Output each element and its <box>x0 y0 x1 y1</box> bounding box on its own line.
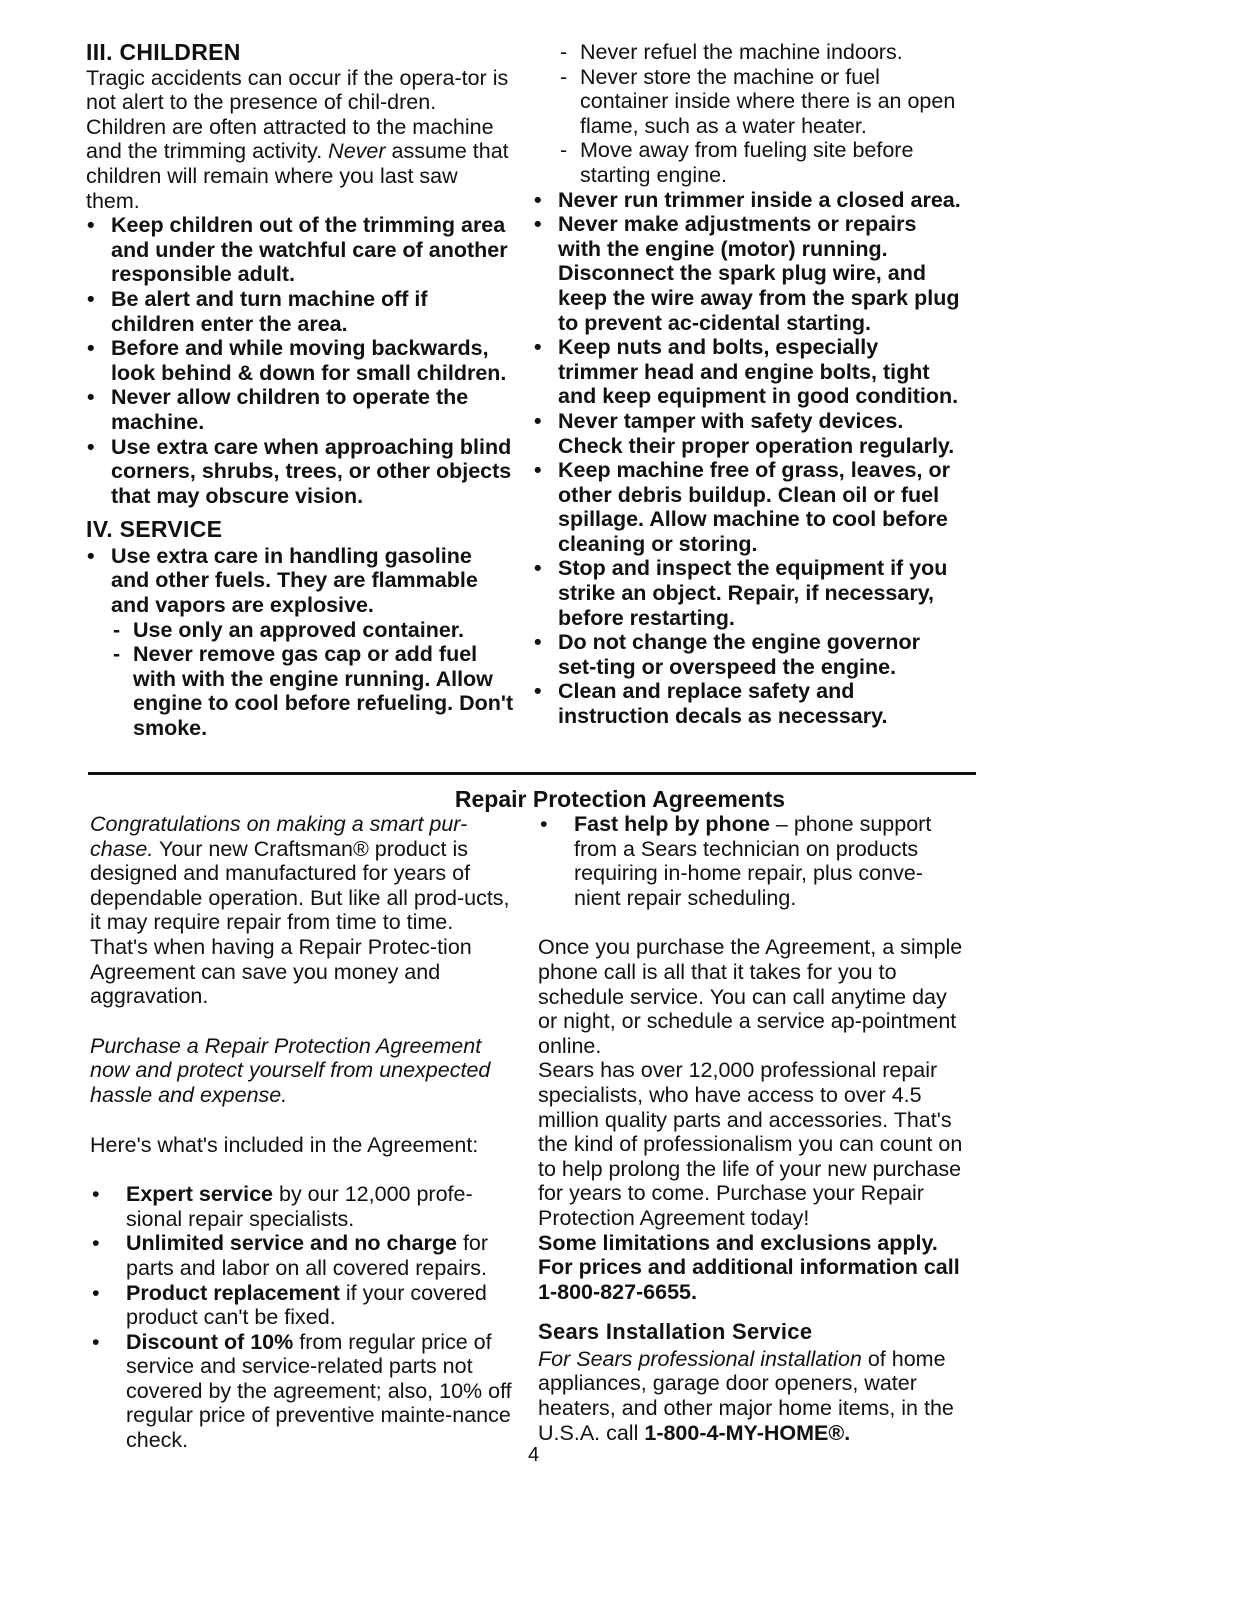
children-heading: III. CHILDREN <box>86 39 241 65</box>
rpa-intro <box>90 812 515 1009</box>
rpa-included-item <box>90 1182 515 1231</box>
children-bullet: • Be alert and turn machine off if children enter the area. <box>86 287 516 336</box>
children-bullet: • Use extra care when approaching blind corners, shrubs, trees, or other objects that may obscure vision. <box>86 435 516 509</box>
rpa-title: Repair Protection Agreements <box>454 786 786 812</box>
rpa-included-rest: for parts and labor on all covered repairs. <box>126 1231 489 1280</box>
rpa-included-bold: Unlimited service and no charge <box>126 1231 457 1256</box>
rpa-included-bold: Expert service <box>126 1182 274 1207</box>
rpa-once-paragraph: Once you purchase the Agreement, a simple phone call is all that it takes for you to schedule service. You can call anytime day or night, or schedule a service ap-pointment online. <box>538 935 963 1058</box>
service-bullet: • Keep machine free of grass, leaves, or other debris buildup. Clean oil or fuel spillage. Allow machine to cool before cleaning or storing. <box>533 458 963 556</box>
install-italic: For Sears professional installation <box>538 1346 862 1371</box>
rpa-purchase-note: Purchase a Repair Protection Agreement now and protect yourself from unexpected hassle and expense. <box>90 1033 491 1107</box>
service-bullet: • Stop and inspect the equipment if you strike an object. Repair, if necessary, before restarting. <box>533 556 963 630</box>
fuel-dash-list-right <box>558 40 963 188</box>
service-fuel-bullet-text: Use extra care in handling gasoline and other fuels. They are flammable and vapors are explosive. <box>111 543 478 618</box>
fuel-dash-list-left <box>111 618 516 741</box>
rpa-phone-item <box>538 812 968 910</box>
children-section <box>86 40 516 741</box>
service-bullet: • Keep nuts and bolts, especially trimmer head and engine bolts, tight and keep equipment in good condition. <box>533 335 963 409</box>
install-paragraph <box>538 1347 968 1445</box>
service-fuel-bullet <box>86 544 516 741</box>
children-bullet: • Never allow children to operate the machine. <box>86 385 516 434</box>
service-bullet: • Never make adjustments or repairs with the engine (motor) running. Disconnect the spark plug wire, and keep the wire away from the spark plug to prevent ac-cidental starting. <box>533 212 963 335</box>
rpa-phone-list <box>538 812 968 910</box>
service-fuel-list <box>86 544 516 741</box>
rpa-right-column <box>538 812 968 1445</box>
rpa-intro-italic: Congratulations on making a smart pur-chase. <box>90 812 468 861</box>
service-bullet: • Never run trimmer inside a closed area. <box>533 188 963 213</box>
rpa-included-rest: from regular price of service and service-related parts not covered by the agreement; also, 10% off regular price of preventive mainte-nance check. <box>126 1329 512 1453</box>
rpa-included-rest: if your covered product can't be fixed. <box>126 1280 487 1330</box>
service-bullet: • Do not change the engine governor set-ting or overspeed the engine. <box>533 630 963 679</box>
fuel-dash-item: - Use only an approved container. <box>111 618 516 643</box>
rpa-intro-rest: Your new Craftsman® product is designed and manufactured for years of dependable operation. But like all prod-ucts, it may require repair from time to time. That's when having a Repair Protec-tion Agreement can save you money and aggravation. <box>90 836 510 1009</box>
children-bullet: • Before and while moving backwards, look behind & down for small children. <box>86 336 516 385</box>
service-section-continued <box>533 40 963 729</box>
rpa-left-column <box>90 812 515 1453</box>
rpa-included-intro: Here's what's included in the Agreement: <box>90 1132 479 1157</box>
install-heading: Sears Installation Service <box>538 1319 813 1345</box>
fuel-dash-item: - Move away from fueling site before starting engine. <box>558 138 963 187</box>
rpa-included-bold: Discount of 10% <box>126 1329 294 1354</box>
install-rest: of home appliances, garage door openers, water heaters, and other major home items, in the U.S.A. call <box>538 1346 954 1445</box>
service-heading: IV. SERVICE <box>86 516 223 543</box>
rpa-limitations: Some limitations and exclusions apply. For prices and additional information call 1-800-827-6655. <box>538 1230 960 1304</box>
children-intro-text-2: assume that children will remain where you last saw them. <box>86 139 509 213</box>
children-bullet-list <box>86 213 516 508</box>
section-divider <box>88 772 976 775</box>
page-number: 4 <box>528 1444 540 1466</box>
rpa-included-item <box>90 1330 515 1453</box>
rpa-included-bold: Product replacement <box>126 1280 340 1305</box>
service-bullet: • Never tamper with safety devices. Check their proper operation regularly. <box>533 409 963 458</box>
service-bullet: • Clean and replace safety and instruction decals as necessary. <box>533 679 963 728</box>
fuel-dash-item: - Never remove gas cap or add fuel with with the engine running. Allow engine to cool before refueling. Don't smoke. <box>111 642 516 740</box>
install-phone: 1-800-4-MY-HOME®. <box>644 1420 851 1445</box>
fuel-dash-item: - Never refuel the machine indoors. <box>558 40 963 65</box>
rpa-included-item <box>90 1231 515 1280</box>
children-intro <box>86 66 516 214</box>
rpa-included-item <box>90 1281 515 1330</box>
children-intro-never: Never <box>328 139 386 164</box>
rpa-included-rest: by our 12,000 profe-sional repair specialists. <box>126 1182 473 1231</box>
children-intro-text-1: Tragic accidents can occur if the opera-tor is not alert to the presence of chil-dren. Children are often attracted to the machine and the trimming activity. <box>86 65 509 164</box>
children-bullet: • Keep children out of the trimming area and under the watchful care of another responsible adult. <box>86 213 516 287</box>
rpa-sears-paragraph: Sears has over 12,000 professional repair specialists, who have access to over 4.5 million quality parts and accessories. That's the kind of professionalism you can count on to help prolong the life of your new purchase for years to come. Purchase your Repair Protection Agreement today! <box>538 1058 963 1230</box>
service-bullet-list <box>533 188 963 729</box>
rpa-phone-rest: – phone support from a Sears technician on products requiring in-home repair, plus conve-nient repair scheduling. <box>574 812 932 910</box>
rpa-included-list <box>90 1182 515 1453</box>
fuel-dash-item: - Never store the machine or fuel container inside where there is an open flame, such as a water heater. <box>558 65 963 139</box>
rpa-phone-bold: Fast help by phone <box>574 812 770 836</box>
